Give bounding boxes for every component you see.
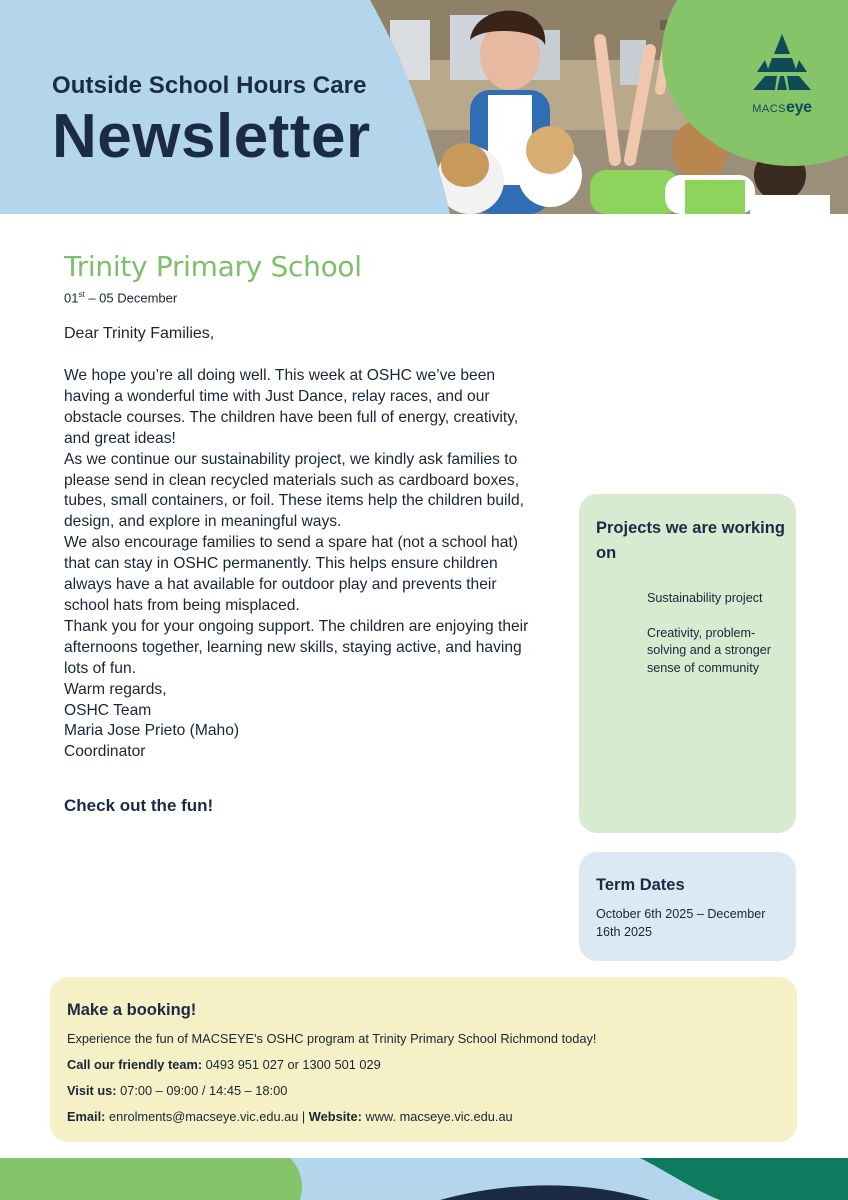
footer-decoration: [0, 1158, 848, 1200]
school-name: Trinity Primary School: [64, 250, 362, 283]
letter-signoff: Warm regards,: [64, 680, 167, 698]
date-range: [64, 290, 177, 305]
letter-paragraph: As we continue our sustainability project, we kindly ask families to please send in clean recycled materials such as cardboard boxes, tubes, small containers, or foil. These items help the children build, design, and explore in meaningful ways.: [64, 450, 524, 531]
date-start-day: 01: [64, 290, 79, 306]
newsletter-header: [0, 0, 848, 214]
email-label: Email:: [67, 1109, 106, 1124]
header-title-block: [52, 72, 371, 171]
logo-brand-prefix: MACS: [752, 103, 786, 115]
booking-panel: [50, 977, 797, 1142]
letter-signatory: Maria Jose Prieto (Maho): [64, 722, 240, 740]
term-dates-card: [579, 852, 796, 961]
letter-body: [64, 366, 534, 763]
website-label: Website:: [308, 1109, 362, 1124]
logo-wordmark: [742, 99, 822, 117]
date-start-suffix: st: [78, 290, 85, 299]
letter-paragraph: We hope you’re all doing well. This week at OSHC we’ve been having a wonderful time with Just Dance, relay races, and our obstacle courses. The children have been full of energy, creativity, and great ideas!: [64, 367, 519, 447]
letter-role: Coordinator: [64, 743, 146, 761]
macseye-logo: [742, 32, 822, 117]
visit-hours: 07:00 – 09:00 / 14:45 – 18:00: [116, 1083, 288, 1098]
letter-paragraph: Thank you for your ongoing support. The children are enjoying their afternoons together, learning new skills, staying active, and having lots of fun.: [64, 617, 529, 677]
term-dates-title: Term Dates: [596, 876, 685, 894]
project-item: Sustainability project: [647, 591, 763, 605]
booking-visit: [67, 1083, 287, 1098]
header-subtitle: Outside School Hours Care: [52, 72, 367, 99]
projects-list: [647, 590, 782, 694]
booking-contact: [67, 1109, 513, 1124]
email-address: enrolments@macseye.vic.edu.au |: [105, 1109, 309, 1124]
check-out-fun-heading: Check out the fun!: [64, 796, 214, 815]
booking-call: [67, 1057, 381, 1072]
header-title: Newsletter: [52, 102, 371, 171]
call-label: Call our friendly team:: [67, 1057, 203, 1072]
projects-card: [579, 494, 796, 833]
macseye-logo-icon: [745, 32, 819, 92]
term-dates-value: October 6th 2025 – December 16th 2025: [596, 907, 766, 939]
logo-brand-suffix: eye: [785, 99, 812, 116]
greeting: Dear Trinity Families,: [64, 325, 215, 342]
projects-title: Projects we are working on: [596, 519, 785, 562]
call-phone-numbers: 0493 951 027 or 1300 501 029: [202, 1057, 381, 1072]
project-item: Creativity, problem-solving and a stronger sense of community: [647, 625, 771, 675]
booking-intro: Experience the fun of MACSEYE's OSHC program at Trinity Primary School Richmond today!: [67, 1031, 597, 1046]
booking-title: Make a booking!: [67, 1001, 197, 1019]
letter-paragraph: We also encourage families to send a spare hat (not a school hat) that can stay in OSHC permanently. This helps ensure children always have a hat available for outdoor play and prevents their school hats from being misplaced.: [64, 534, 518, 614]
date-rest: – 05 December: [84, 290, 178, 306]
visit-label: Visit us:: [67, 1083, 117, 1098]
letter-team: OSHC Team: [64, 701, 152, 719]
website-url: www. macseye.vic.edu.au: [361, 1109, 513, 1124]
